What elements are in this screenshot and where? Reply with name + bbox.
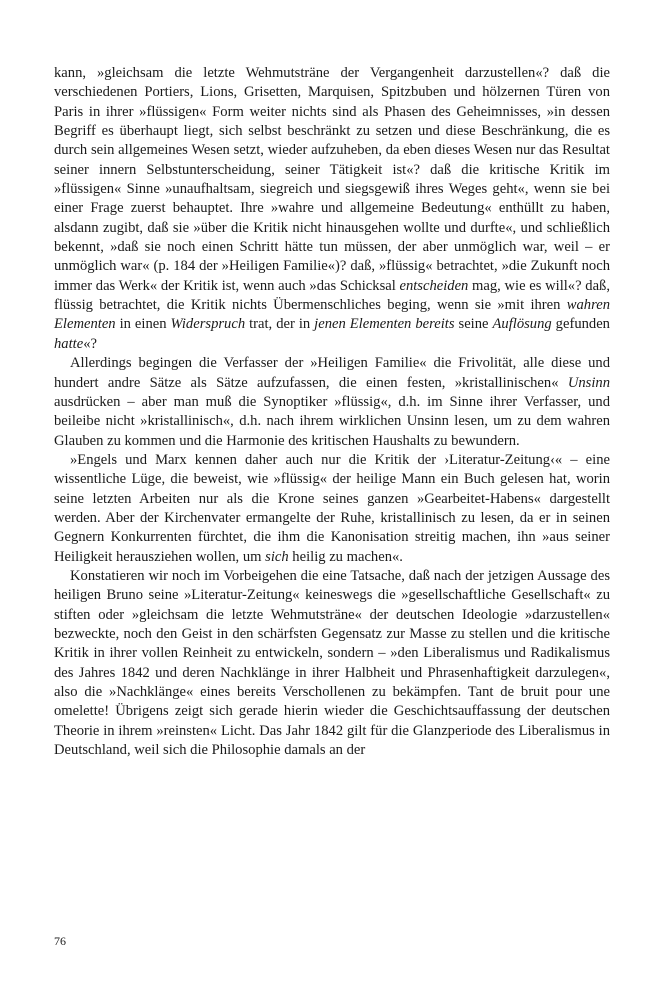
page-body bbox=[54, 64, 610, 760]
text-run: Allerdings begingen die Verfasser der »Heiligen Familie« die Frivolität, alle diese und hundert andre Sätze als Sätze aufzufassen, die einen festen, »kristallinischen« bbox=[54, 355, 610, 391]
paragraph-3 bbox=[54, 451, 610, 567]
italic-text: Auflösung bbox=[492, 316, 552, 333]
text-run: ausdrücken – aber man muß die Synoptiker »flüssig«, d.h. im Sinne ihrer Verfasser, und beileibe nicht »kristallinisch«, d.h. nach ihrem wirklichen Unsinn lesen, um zu dem wahren Glauben zu kommen und die Harmonie des kritischen Haushalts zu bewundern. bbox=[54, 393, 610, 449]
page-number: 76 bbox=[54, 934, 66, 948]
text-run: seine bbox=[454, 316, 493, 333]
text-run: trat, der in bbox=[245, 316, 315, 333]
italic-text: Widerspruch bbox=[170, 316, 246, 333]
italic-text: hatte bbox=[54, 335, 84, 352]
paragraph-4 bbox=[54, 567, 610, 760]
italic-text: entscheiden bbox=[399, 277, 469, 294]
text-run: «? bbox=[83, 335, 97, 352]
text-run: »Engels und Marx kennen daher auch nur die Kritik der ›Literatur-Zeitung‹« – eine wissentliche Lüge, die beweist, wie »flüssig« der heilige Mann ein Buch gelesen hat, worin seine letzten Arbeiten nur als die Krone seines ganzen »Gearbeitet-Habens« dargestellt werden. Aber der Kirchenvater ermangelte der Ruhe, kristallinisch zu lesen, da er in seinen Gegnern Konkurrenten fürchtet, die ihm die Kanonisation streitig machen, ihn »aus seiner Heiligkeit herausziehen wollen, um bbox=[54, 451, 610, 565]
text-run: mag, wie es will«? daß, flüssig betrachtet, die Kritik nichts Übermenschliches beging, wenn sie »mit ihren bbox=[54, 277, 610, 314]
italic-text: Unsinn bbox=[567, 374, 610, 391]
italic-text: jenen Elementen bereits bbox=[314, 316, 455, 333]
italic-text: sich bbox=[265, 548, 289, 565]
text-run: in einen bbox=[115, 316, 171, 333]
italic-text: wahren Elementen bbox=[54, 297, 610, 333]
paragraph-2 bbox=[54, 354, 610, 451]
text-run: Konstatieren wir noch im Vorbeigehen die eine Tatsache, daß nach der jetzigen Aussage des heiligen Bruno seine »Literatur-Zeitung« keineswegs die »gesellschaftliche Gesellschaft« zu stiften oder »gleichsam die letzte Wehmutsträne« der deutschen Ideologie »darzustellen« bezweckte, noch den Geist in den schärfsten Gegensatz zur Masse zu stellen und die kritische Kritik in ihrer vollen Reinheit zu entwickeln, sondern – »den Liberalismus und Radikalismus des Jahres 1842 und deren Nachklänge in ihrer Halbheit und Phrasenhaftigkeit darzulegen«, also die »Nachklänge« eines bereits Verschollenen zu bekämpfen. Tant de bruit pour une omelette! Übrigens zeigt sich gerade hierin wieder die Geschichtsauffassung der deutschen Theorie in ihrem »reinsten« Licht. Das Jahr 1842 gilt für die Glanzperiode des Liberalismus in Deutschland, weil sich die Philosophie damals an der bbox=[54, 567, 610, 759]
text-run: gefunden bbox=[551, 316, 610, 333]
paragraph-1 bbox=[54, 64, 610, 354]
text-run: heilig zu machen«. bbox=[288, 548, 403, 565]
text-run: kann, »gleichsam die letzte Wehmutsträne der Vergangenheit darzustellen«? daß die verschiedenen Portiers, Lions, Grisetten, Marquisen, Spitzbuben und hölzernen Türen von Paris in ihrer »flüssigen« Form weiter nichts sind als Phasen des Geheimnisses, »in dessen Begriff es überhaupt liegt, sich selbst beschränkt zu setzen und diese Beschränkung, die es durch sein allgemeines Wesen setzt, wieder aufzuheben, da eben dieses Wesen nur das Resultat seiner innern Selbstunterscheidung, seiner Tätigkeit ist«? daß die kritische Kritik im »flüssigen« Sinne »unaufhaltsam, siegreich und siegsgewiß ihres Weges geht«, wenn sie bei einer Frage zuerst behauptet. Ihre »wahre und allgemeine Bedeutung« enthüllt zu haben, alsdann zugibt, daß sie »über die Kritik nicht hinausgehen wollte und durfte«, und schließlich bekennt, »daß sie noch einen Schritt hätte tun müssen, der aber unmöglich war, weil – er unmöglich war« (p. 184 der »Heiligen Familie«)? daß, »flüssig« betrachtet, »die Zukunft noch immer das Werk« der Kritik ist, wenn auch »das Schicksal bbox=[54, 65, 610, 294]
